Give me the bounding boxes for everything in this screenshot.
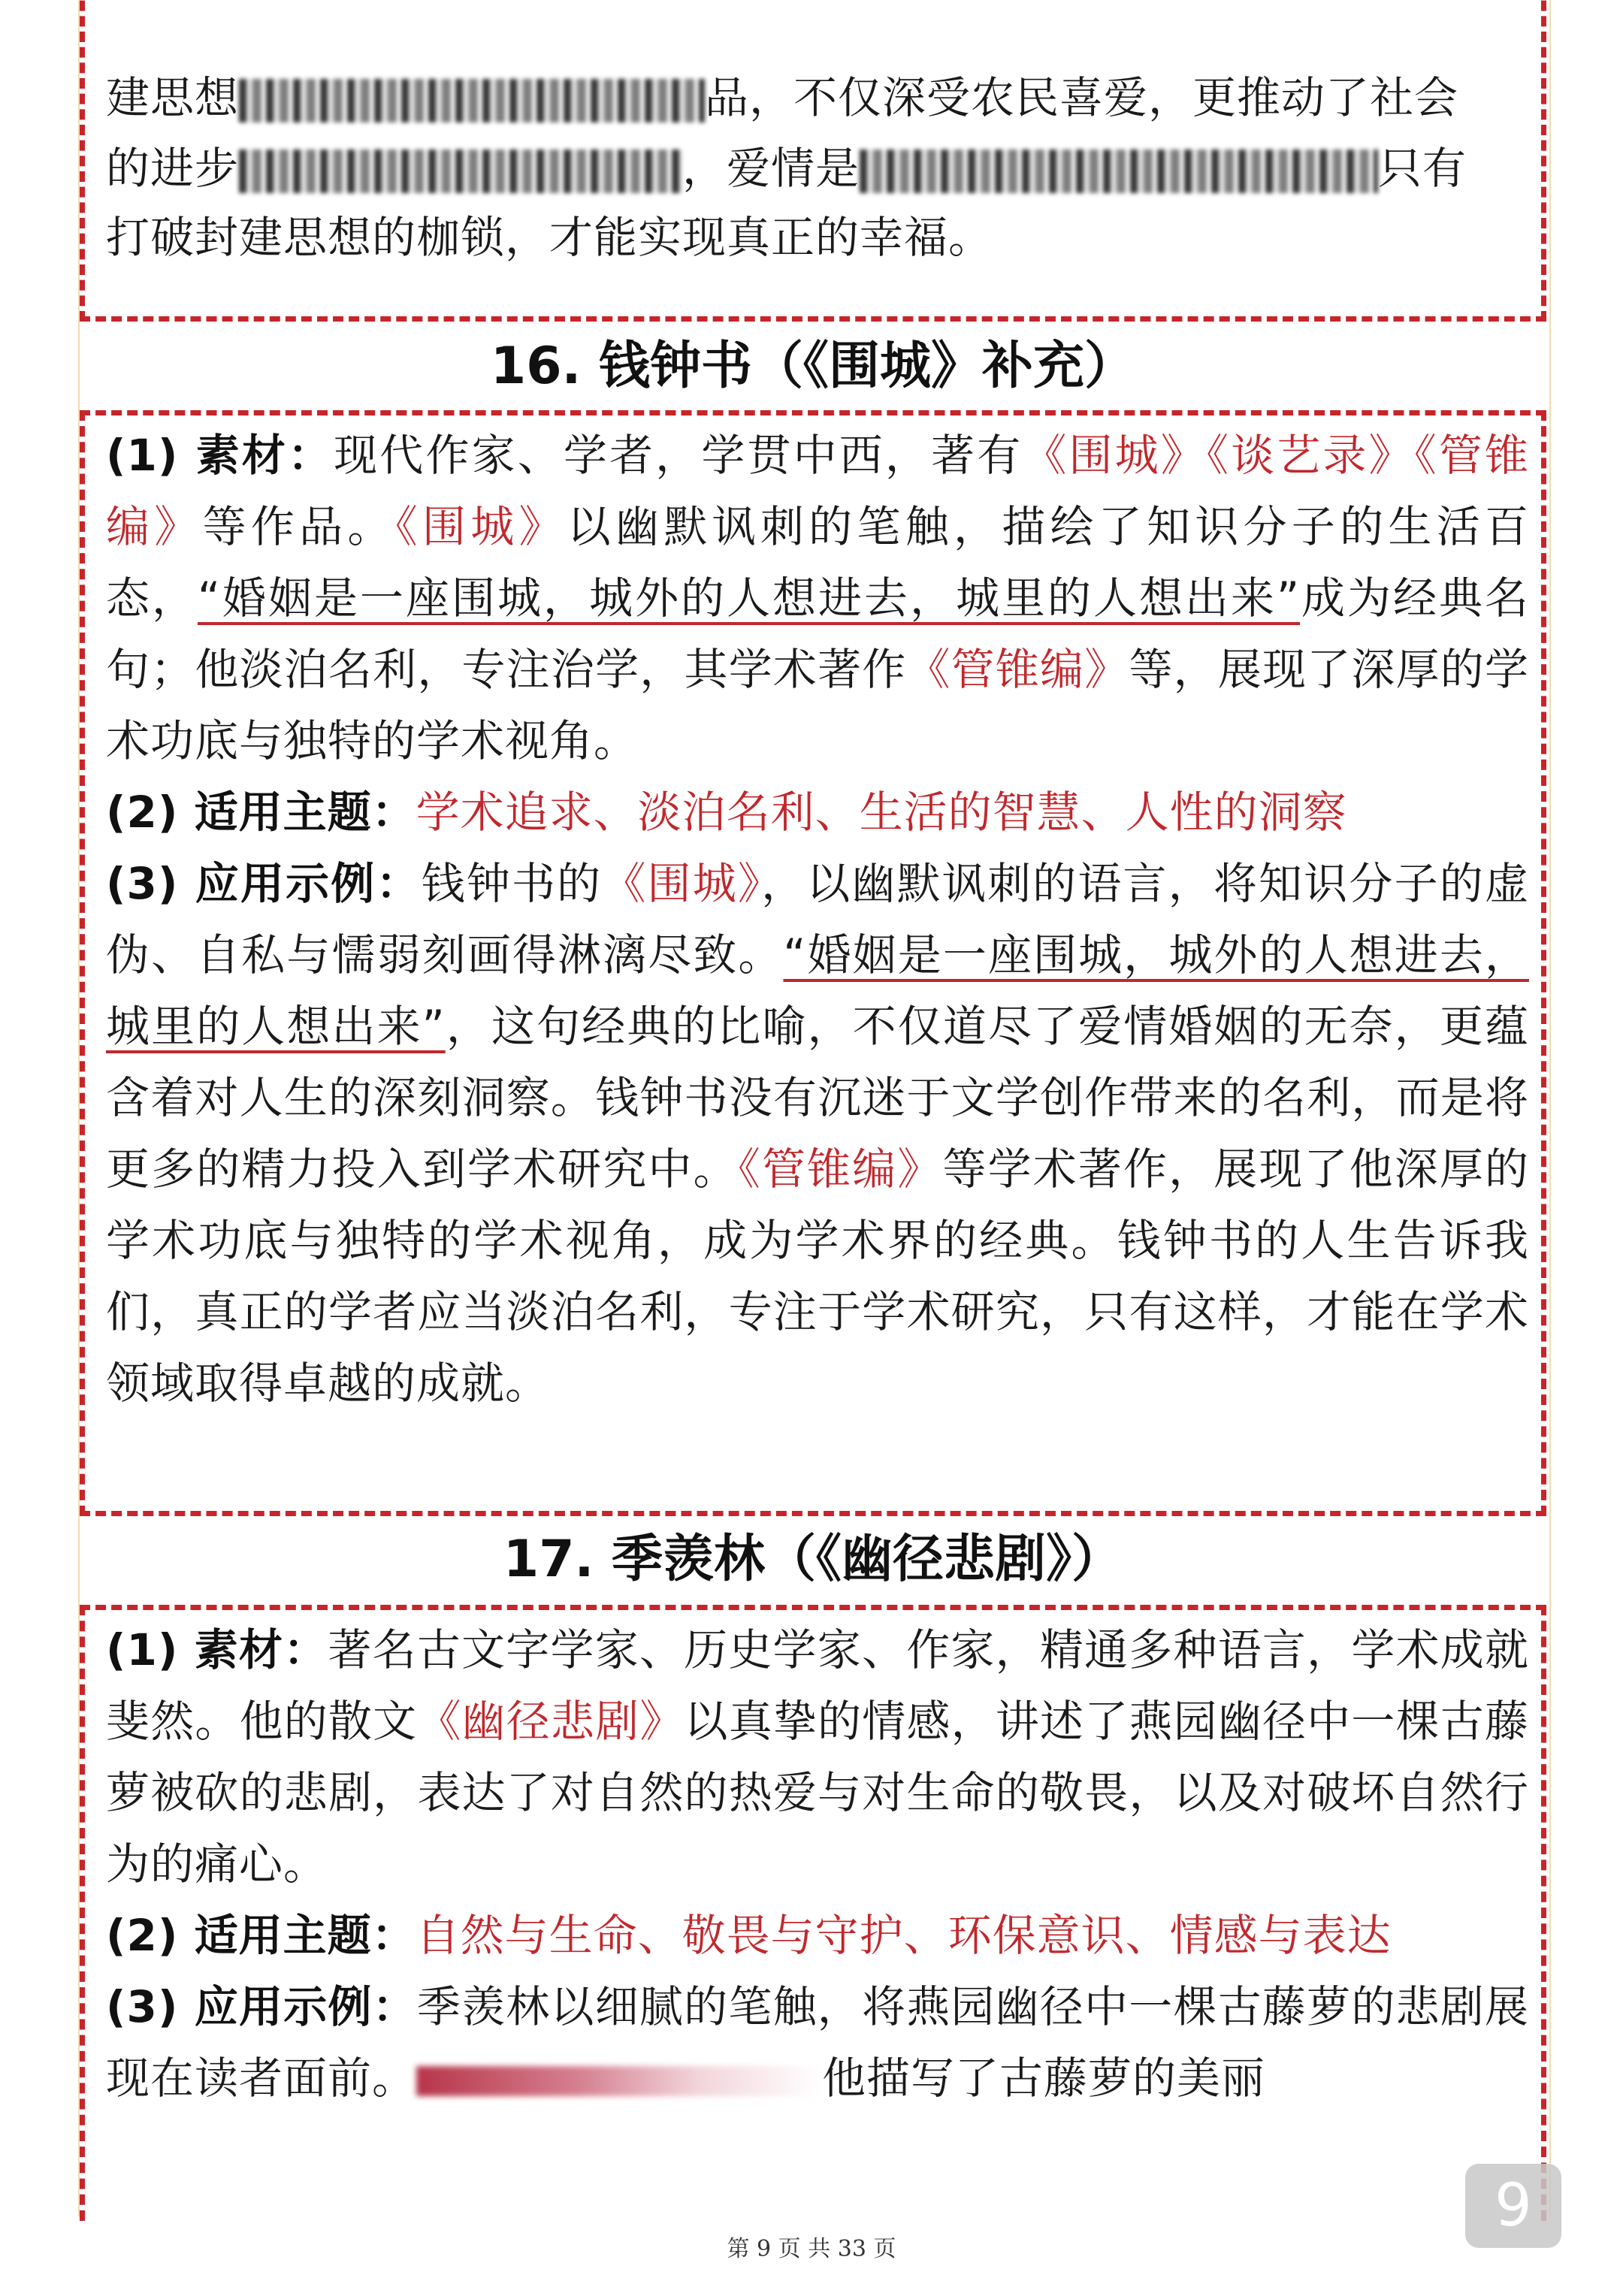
top-line-3: 打破封建思想的枷锁，才能实现真正的幸福。 (106, 212, 993, 263)
top-line-1: 建思想 品，不仅深受农民喜爱，更推动了社会 (106, 72, 1459, 123)
theme-text: 学术追求、淡泊名利、生活的智慧、人性的洞察 (416, 787, 1347, 838)
redacted-blur (239, 150, 682, 193)
section-17-heading: 17. 季羡林（《幽径悲剧》） (503, 1530, 1123, 1589)
section-16-example: (3) 应用示例：钱钟书的《围城》，以幽默讽刺的语言，将知识分子的虚伪、自私与懦弱刻画得淋漓尽致。“婚姻是一座围城，城外的人想进去，城里的人想出来”，这句经典的比喻，不仅道尽了爱情婚姻的无奈，更蕴含着对人生的深刻洞察。钱钟书没有沉迷于文学创作带来的名利，而是将更多的精力投入到学术研究中。《管锥编》等学术著作，展现了他深厚的学术功底与独特的学术视角，成为学术界的经典。钱钟书的人生告诉我们，真正的学者应当淡泊名利，专注于学术研究，只有这样，才能在学术领域取得卓越的成就。 (106, 858, 1529, 1409)
underlined-quote: “婚姻是一座围城，城外的人想进去，城里的人想出来” (106, 929, 1529, 1052)
top-content-box (80, 0, 1546, 322)
section-17-material: (1) 素材：著名古文字学家、历史学家、作家，精通多种语言，学术成就斐然。他的散文《幽径悲剧》以真挚的情感，讲述了燕园幽径中一棵古藤萝被砍的悲剧，表达了对自然的热爱与对生命的敬畏，以及对破坏自然行为的痛心。 (106, 1624, 1529, 1890)
page-number-badge: 9 (1465, 2164, 1561, 2248)
theme-label: (2) 适用主题： (106, 787, 416, 838)
theme-text: 自然与生命、敬畏与守护、环保意识、情感与表达 (416, 1910, 1392, 1961)
section-16-theme (106, 777, 1529, 848)
section-17-theme (106, 1900, 1529, 1971)
redacted-blur (860, 150, 1378, 193)
example-label: (3) 应用示例： (106, 858, 422, 909)
section-16-material: (1) 素材：现代作家、学者，学贯中西，著有《围城》《谈艺录》《管锥编》等作品。《围城》以幽默讽刺的笔触，描绘了知识分子的生活百态，“婚姻是一座围城，城外的人想进去，城里的人想出来”成为经典名句；他淡泊名利，专注治学，其学术著作《管锥编》等，展现了深厚的学术功底与独特的学术视角。 (106, 430, 1529, 766)
example-label: (3) 应用示例： (106, 1981, 417, 2032)
redacted-blur (416, 2066, 822, 2096)
redacted-blur (239, 79, 705, 122)
material-label: (1) 素材： (106, 430, 334, 481)
page-footer: 第 9 页 共 33 页 (727, 2236, 896, 2262)
top-line-2: 的进步 ，爱情是 只有 (106, 143, 1467, 194)
underlined-quote: “婚姻是一座围城，城外的人想进去，城里的人想出来” (198, 572, 1300, 624)
section-17-example: (3) 应用示例：季羡林以细腻的笔触，将燕园幽径中一棵古藤萝的悲剧展现在读者面前。 他描写了古藤萝的美丽 (106, 1981, 1529, 2104)
theme-label: (2) 适用主题： (106, 1910, 416, 1961)
section-17-box (80, 1605, 1546, 2221)
section-16-heading: 16. 钱钟书（《围城》补充） (490, 337, 1136, 396)
material-label: (1) 素材： (106, 1624, 328, 1675)
section-16-box (80, 410, 1546, 1516)
